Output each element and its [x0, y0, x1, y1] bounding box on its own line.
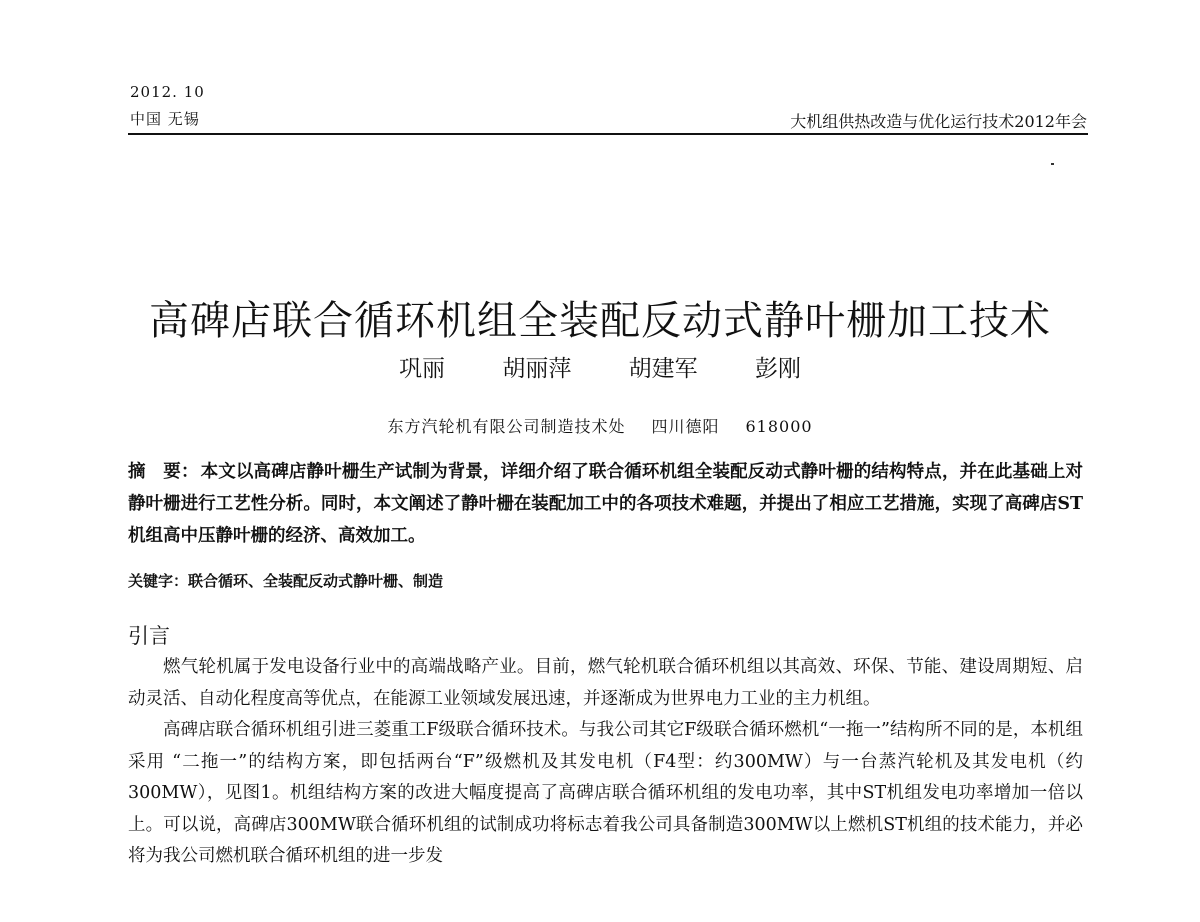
affiliation: [0, 414, 1200, 437]
author-name: 胡建军: [628, 356, 698, 382]
scan-speck: [1051, 163, 1054, 165]
keywords: [128, 570, 443, 591]
author-list: [0, 350, 1200, 383]
keywords-label: 关键字：: [128, 572, 189, 590]
abstract: [128, 456, 1083, 552]
body-text: [128, 652, 1083, 873]
body-paragraph: 高碑店联合循环机组引进三菱重工F级联合循环技术。与我公司其它F级联合循环燃机“一拖一”结构所不同的是，本机组采用 “二拖一”的结构方案，即包括两台“F”级燃机及其发电机（F4型：约300MW）与一台蒸汽轮机及其发电机（约300MW），见图1。机组结构方案的改进大幅度提高了高碑店联合循环机组的发电功率，其中ST机组发电功率增加一倍以上。可以说，高碑店300MW联合循环机组的试制成功将标志着我公司具备制造300MW以上燃机ST机组的技术能力，并必将为我公司燃机联合循环机组的进一步发: [128, 720, 1083, 866]
header-conference: 大机组供热改造与优化运行技术2012年会: [790, 112, 1087, 131]
header-rule: [128, 133, 1088, 135]
abstract-label: 摘 要：: [128, 462, 199, 482]
keywords-text: 联合循环、全装配反动式静叶栅、制造: [188, 572, 444, 590]
affiliation-city: 四川德阳: [651, 417, 720, 436]
body-paragraph: 燃气轮机属于发电设备行业中的高端战略产业。目前，燃气轮机联合循环机组以其高效、环保、节能、建设周期短、启动灵活、自动化程度高等优点，在能源工业领域发展迅速，并逐渐成为世界电力工业的主力机组。: [128, 657, 1083, 709]
affiliation-org: 东方汽轮机有限公司制造技术处: [387, 417, 626, 436]
affiliation-postcode: 618000: [745, 417, 813, 436]
paper-title: 高碑店联合循环机组全装配反动式静叶栅加工技术: [149, 297, 1051, 344]
author-name: 巩丽: [399, 356, 446, 382]
header-location: 中国 无锡: [130, 110, 200, 128]
abstract-text: 本文以高碑店静叶栅生产试制为背景，详细介绍了联合循环机组全装配反动式静叶栅的结构特点，并在此基础上对静叶栅进行工艺性分析。同时，本文阐述了静叶栅在装配加工中的各项技术难题，并提出了相应工艺措施，实现了高碑店ST机组高中压静叶栅的经济、高效加工。: [128, 462, 1084, 546]
header-date: 2012. 10: [130, 83, 205, 101]
author-name: 胡丽萍: [502, 356, 572, 382]
section-heading: 引言: [128, 624, 170, 648]
author-name: 彭刚: [754, 356, 801, 382]
